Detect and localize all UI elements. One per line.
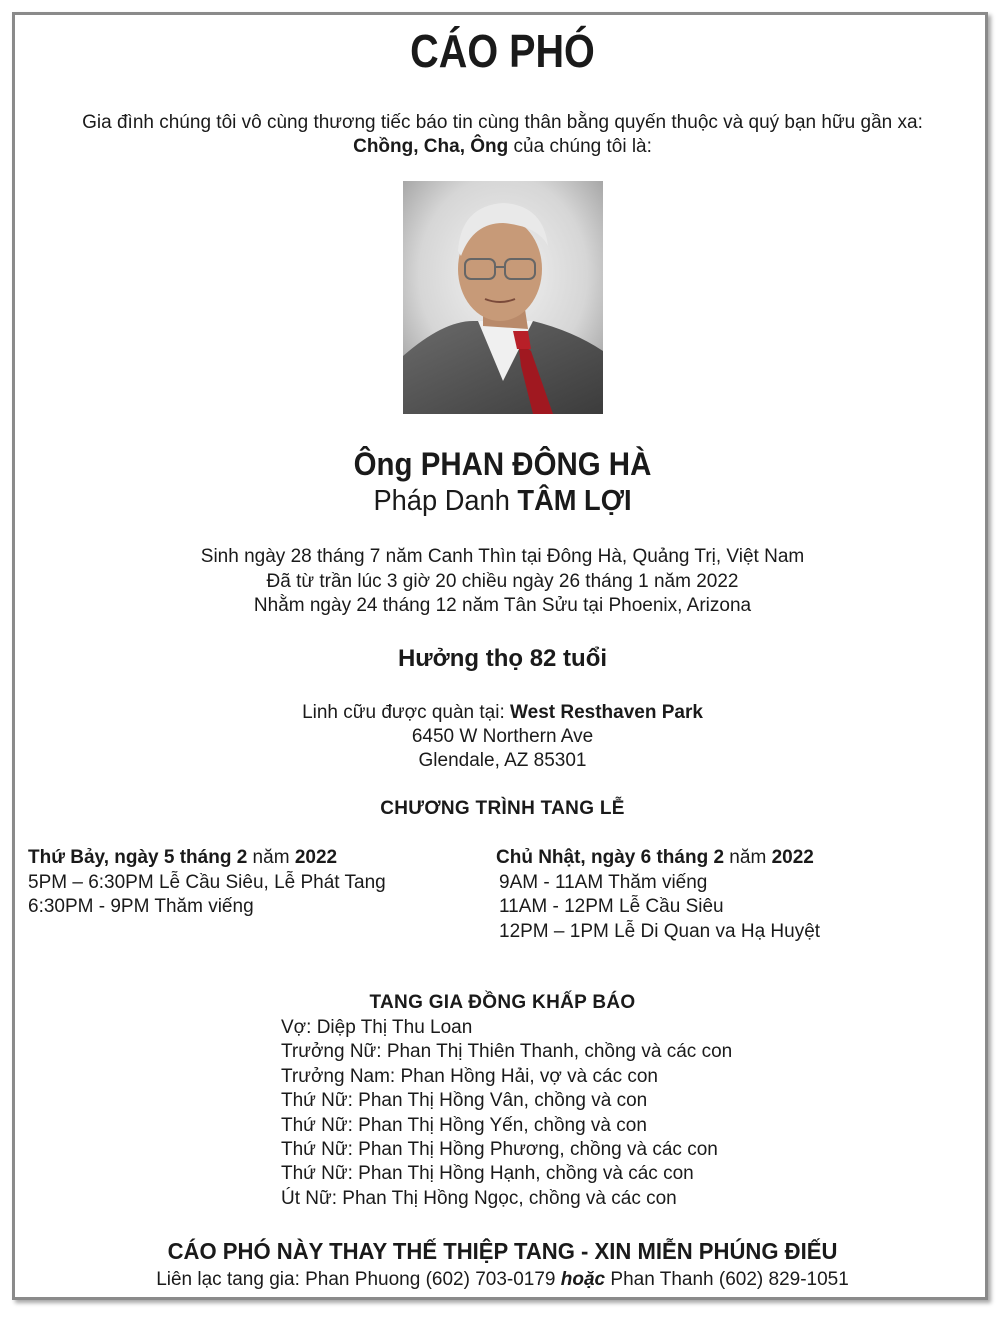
sunday-item: 9AM - 11AM Thăm viếng (499, 871, 708, 893)
relation-bold: Chồng, Cha, Ông (353, 136, 509, 157)
saturday-day-bold: Thứ Bảy, ngày 5 tháng 2 (28, 847, 248, 868)
closing-notice: CÁO PHÓ NÀY THAY THẾ THIỆP TANG - XIN MIỄN PHÚNG ĐIẾU (167, 1238, 838, 1264)
contact-label: Liên lạc tang gia: Phan Phuong (602) 703-0179 (156, 1269, 561, 1290)
sunday-schedule (496, 846, 820, 944)
address-line-2: Glendale, AZ 85301 (418, 750, 587, 771)
family-member: Thứ Nữ: Phan Thị Hồng Hạnh, chồng và các con (281, 1163, 694, 1185)
name-text: PHAN ĐÔNG HÀ (420, 446, 652, 482)
contact-or: hoặc (560, 1269, 606, 1290)
sunday-day-year: 2022 (771, 847, 814, 868)
location-name: West Resthaven Park (510, 702, 703, 723)
sunday-day (496, 846, 820, 871)
birth-line: Sinh ngày 28 tháng 7 năm Canh Thìn tại Đông Hà, Quảng Trị, Việt Nam (200, 546, 805, 567)
dharma-text: TÂM LỢI (517, 485, 632, 517)
page-title: CÁO PHÓ (410, 25, 595, 77)
contact-line (0, 1269, 1005, 1291)
saturday-schedule (28, 846, 386, 920)
family-member: Thứ Nữ: Phan Thị Hồng Vân, chồng và con (281, 1090, 648, 1112)
name-prefix: Ông (353, 446, 421, 482)
family-member: Út Nữ: Phan Thị Hồng Ngọc, chồng và các con (281, 1187, 677, 1209)
family-member: Vợ: Diệp Thị Thu Loan (281, 1017, 473, 1038)
lunar-date-line: Nhằm ngày 24 tháng 12 năm Tân Sửu tại Phoenix, Arizona (253, 595, 752, 616)
saturday-day-year: 2022 (294, 847, 338, 868)
family-list (281, 1016, 732, 1211)
location-label: Linh cữu được quàn tại: (302, 702, 511, 723)
relation-rest: của chúng tôi là: (508, 136, 652, 157)
deceased-name (40, 446, 965, 483)
dharma-prefix: Pháp Danh (373, 485, 518, 517)
address-line-1: 6450 W Northern Ave (411, 726, 594, 747)
sunday-day-bold: Chủ Nhật, ngày 6 tháng 2 (496, 847, 725, 868)
age-line: Hưởng thọ 82 tuổi (397, 645, 608, 672)
sunday-day-mid: năm (724, 847, 772, 868)
family-member: Thứ Nữ: Phan Thị Hồng Phương, chồng và các con (281, 1139, 718, 1161)
family-member: Trưởng Nữ: Phan Thị Thiên Thanh, chồng và các con (281, 1041, 733, 1063)
sunday-item: 12PM – 1PM Lễ Di Quan va Hạ Huyệt (499, 920, 821, 942)
family-member: Thứ Nữ: Phan Thị Hồng Yến, chồng và con (281, 1114, 647, 1136)
saturday-item: 6:30PM - 9PM Thăm viếng (28, 896, 254, 917)
intro-line: Gia đình chúng tôi vô cùng thương tiếc báo tin cùng thân bằng quyến thuộc và quý bạn hữu gần xa: (82, 112, 923, 133)
sunday-item: 11AM - 12PM Lễ Cầu Siêu (499, 896, 724, 917)
saturday-item: 5PM – 6:30PM Lễ Cầu Siêu, Lễ Phát Tang (28, 871, 386, 893)
family-heading: TANG GIA ĐỒNG KHẤP BÁO (369, 992, 636, 1013)
saturday-day (28, 846, 386, 871)
location-line (0, 702, 1005, 724)
death-line: Đã từ trần lúc 3 giờ 20 chiều ngày 26 tháng 1 năm 2022 (266, 571, 739, 592)
contact-rest: Phan Thanh (602) 829-1051 (605, 1269, 849, 1290)
intro-relation-line (0, 136, 1005, 158)
program-heading: CHƯƠNG TRÌNH TANG LỄ (380, 798, 625, 819)
saturday-day-mid: năm (247, 847, 295, 868)
dharma-name (30, 485, 975, 518)
portrait-photo (403, 181, 603, 414)
family-member: Trưởng Nam: Phan Hồng Hải, vợ và các con (281, 1065, 658, 1087)
